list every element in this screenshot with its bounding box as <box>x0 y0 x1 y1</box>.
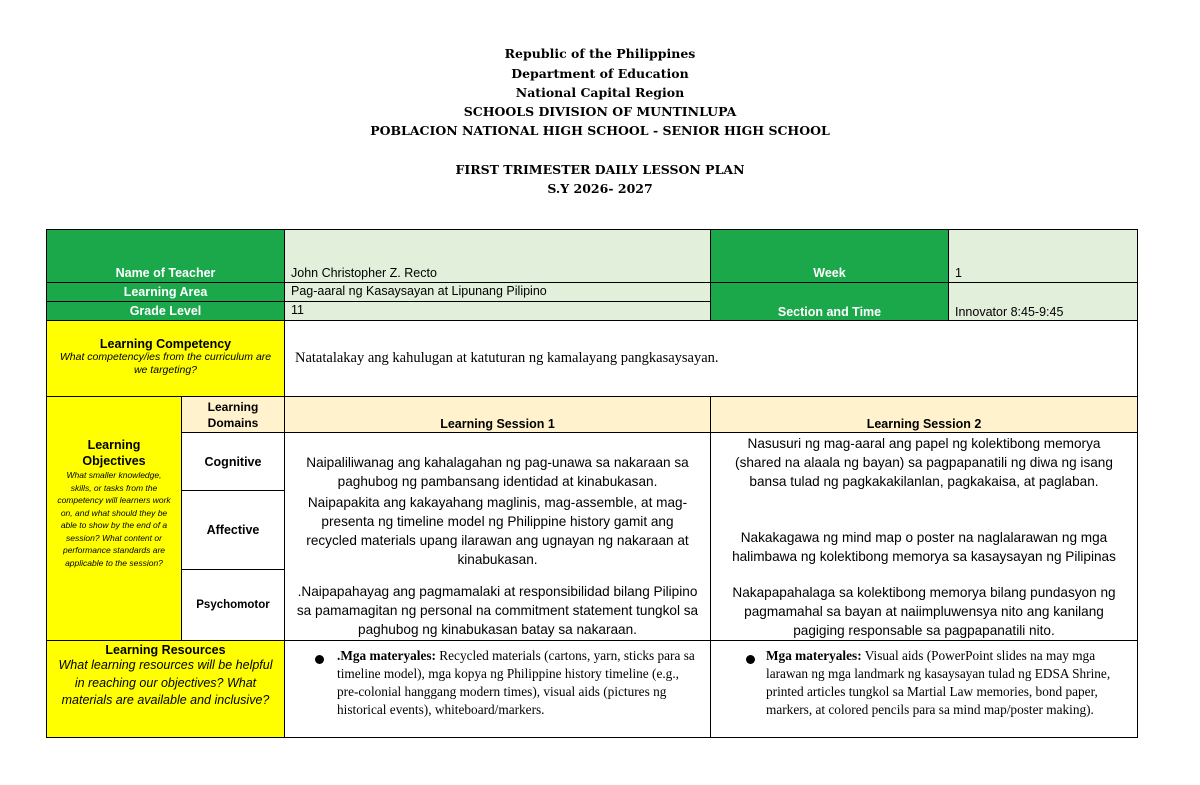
area-value-cell <box>284 282 711 302</box>
header-division: SCHOOLS DIVISION OF MUNTINLUPA <box>463 104 737 119</box>
teacher-value: John Christopher Z. Recto <box>291 266 437 280</box>
s1-psychomotor-text: .Naipapahayag ang pagmamalaki at responsibilidad bilang Pilipino sa pamamagitan ng personal na commitment statement tungkol sa paghubog ng kinabukasan batay sa nakaraan. <box>296 584 699 637</box>
s2-cognitive-text: Nasusuri ng mag-aaral ang papel ng kolektibong memorya (shared na alaala ng bayan) sa pagpapanatili ng diwa ng isang bansa tulad ng pagkakakilanlan, pagkakaisa, at paglaban. <box>735 436 1113 489</box>
grade-value: 11 <box>291 303 304 317</box>
resources-label: Learning Resources <box>105 643 226 657</box>
objectives-label: Learning Objectives <box>82 438 146 468</box>
header-plan-title: FIRST TRIMESTER DAILY LESSON PLAN <box>455 162 745 177</box>
resources-label-cell <box>46 640 285 738</box>
domains-label: Learning Domains <box>207 399 259 430</box>
domains-header-cell <box>181 396 285 433</box>
resources-question: What learning resources will be helpful in reaching our objectives? What materials are available and inclusive? <box>58 658 273 707</box>
section-value: Innovator 8:45-9:45 <box>955 305 1064 319</box>
competency-label: Learning Competency <box>99 337 232 351</box>
header-region: National Capital Region <box>515 85 685 100</box>
week-value-cell <box>948 229 1138 283</box>
session1-label: Learning Session 1 <box>440 417 555 431</box>
competency-value-cell <box>284 320 1138 397</box>
s1-resources-text: Recycled materials (cartons, yarn, sticks para sa timeline model), mga kopya ng Philippine history timeline (e.g., pre-colonial hanggang modern times), visual aids (pictures ng historical events), whiteboard/markers. <box>337 648 695 717</box>
bullet-icon <box>315 655 324 664</box>
area-value: Pag-aaral ng Kasaysayan at Lipunang Pilipino <box>291 284 547 298</box>
grade-label: Grade Level <box>129 304 202 318</box>
s2-affective-text: Nakakagawa ng mind map o poster na naglalarawan ng mga halimbawa ng kolektibong memorya sa kasaysayan ng Pilipinas <box>732 530 1116 564</box>
section-value-cell <box>948 282 1138 321</box>
s2-resources-block <box>766 647 1128 719</box>
section-label-cell <box>710 282 949 321</box>
cognitive-label-cell <box>181 432 285 491</box>
s1-cognitive-text: Naipaliliwanag ang kahalagahan ng pag-unawa sa nakaraan sa paghubog ng pambansang identidad at kinabukasan. <box>306 455 689 489</box>
session1-header-cell <box>284 396 711 433</box>
header-republic: Republic of the Philippines <box>504 46 696 61</box>
session1-objectives-cell <box>284 432 711 641</box>
header-department: Department of Education <box>511 66 689 81</box>
teacher-label-cell <box>46 229 285 283</box>
s1-resources-block <box>337 647 697 719</box>
session2-objectives-cell <box>710 432 1138 641</box>
grade-value-cell <box>284 301 711 321</box>
session2-resources-cell <box>710 640 1138 738</box>
teacher-label: Name of Teacher <box>115 266 216 280</box>
objectives-question: What smaller knowledge, skills, or tasks from the competency will learners work on, and what should they be able to show by the end of a session? What content or performance standards are applicable to the session? <box>57 470 171 568</box>
competency-value: Natatalakay ang kahulugan at katuturan ng kamalayang pangkasaysayan. <box>295 350 719 366</box>
section-label: Section and Time <box>777 305 882 319</box>
s1-resources-head: .Mga materyales: <box>337 648 436 663</box>
competency-label-cell <box>46 320 285 397</box>
objectives-label-cell <box>46 396 182 641</box>
week-label-cell <box>710 229 949 283</box>
affective-label-cell <box>181 490 285 570</box>
competency-question: What competency/ies from the curriculum are we targeting? <box>59 351 272 376</box>
affective-label: Affective <box>206 523 260 537</box>
s2-resources-text: Visual aids (PowerPoint slides na may mga larawan ng mga landmark ng kasaysayan tulad ng EDSA Shrine, printed articles tungkol sa Martial Law memories, bond paper, markers, at colored pencils para sa mind map/poster making). <box>766 648 1111 717</box>
grade-label-cell <box>46 301 285 321</box>
session2-label: Learning Session 2 <box>866 417 982 431</box>
session2-header-cell <box>710 396 1138 433</box>
s2-resources-head: Mga materyales: <box>766 648 862 663</box>
s1-affective-text: Naipapakita ang kakayahang maglinis, mag-assemble, at mag-presenta ng timeline model ng Philippine history gamit ang recycled materials upang ilarawan ang ugnayan ng nakaraan at kinabukasan. <box>306 495 689 567</box>
header-school-year: S.Y 2026- 2027 <box>547 181 653 196</box>
area-label-cell <box>46 282 285 302</box>
psychomotor-label: Psychomotor <box>196 599 270 611</box>
week-value: 1 <box>955 266 962 280</box>
header-school: POBLACION NATIONAL HIGH SCHOOL - SENIOR HIGH SCHOOL <box>370 123 830 138</box>
s2-psychomotor-text: Nakapapahalaga sa kolektibong memorya bilang pundasyon ng pagmamahal sa bayan at naiimpluwensya nito ang kanilang pagiging responsable sa pagpapanatili nito. <box>732 585 1116 638</box>
cognitive-label: Cognitive <box>204 454 262 469</box>
psychomotor-label-cell <box>181 569 285 641</box>
teacher-value-cell <box>284 229 711 283</box>
lesson-plan-table <box>46 229 1138 738</box>
area-label: Learning Area <box>123 285 208 299</box>
week-label: Week <box>813 266 846 280</box>
session1-resources-cell <box>284 640 711 738</box>
bullet-icon <box>746 655 755 664</box>
